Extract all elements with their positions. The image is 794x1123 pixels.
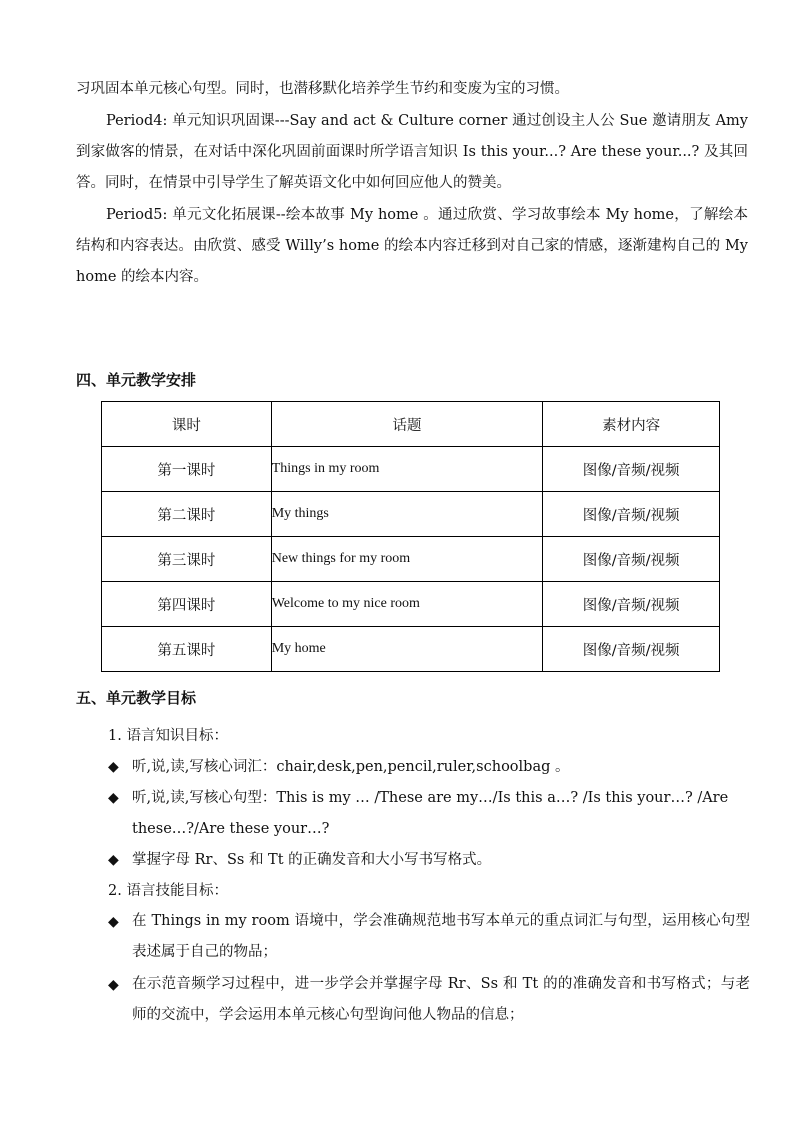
diamond-bullet-icon: ◆ xyxy=(108,852,119,868)
table-row xyxy=(102,627,720,672)
diamond-bullet-icon: ◆ xyxy=(108,759,119,775)
bullet-writing: 在 Things in my room 语境中，学会准确规范地书写本单元的重点词汇与句型，运用核心句型表述属于自己的物品； xyxy=(132,913,750,960)
header-topic: 话题 xyxy=(271,402,543,447)
subheading-knowledge: 1. 语言知识目标： xyxy=(108,728,228,744)
bullet-letters: 掌握字母 Rr、Ss 和 Tt 的正确发音和大小写书写格式。 xyxy=(132,852,492,868)
subheading-skills: 2. 语言技能目标： xyxy=(108,883,228,899)
section5-heading: 五、单元教学目标 xyxy=(76,689,197,707)
schedule-table xyxy=(101,401,720,672)
material-cell: 图像/音频/视频 xyxy=(543,492,720,537)
bullet-vocabulary: 听,说,读,写核心词汇：chair,desk,pen,pencil,ruler,schoolbag 。 xyxy=(132,759,570,775)
lesson-cell: 第四课时 xyxy=(102,582,272,627)
table-row xyxy=(102,582,720,627)
topic-cell: New things for my room xyxy=(271,537,543,582)
table-row xyxy=(102,537,720,582)
material-cell: 图像/音频/视频 xyxy=(543,582,720,627)
lesson-cell: 第三课时 xyxy=(102,537,272,582)
bullet-listening: 在示范音频学习过程中，进一步学会并掌握字母 Rr、Ss 和 Tt 的的准确发音和书写格式；与老师的交流中，学会运用本单元核心句型询问他人物品的信息； xyxy=(132,976,750,1023)
bullet-sentences: 听,说,读,写核心句型：This is my … /These are my…/Is this a…? /Is this your…? /Are xyxy=(132,790,729,806)
header-material: 素材内容 xyxy=(543,402,720,447)
period5-paragraph: Period5: 单元文化拓展课--绘本故事 My home 。通过欣赏、学习故事绘本 My home，了解绘本结构和内容表达。由欣赏、感受 Willy’s home 的绘本内容迁移到对自己家的情感，逐渐建构自己的 My home 的绘本内容。 xyxy=(76,207,748,285)
material-cell: 图像/音频/视频 xyxy=(543,537,720,582)
lesson-cell: 第五课时 xyxy=(102,627,272,672)
material-cell: 图像/音频/视频 xyxy=(543,447,720,492)
bullet-sentences-cont: these…?/Are these your…? xyxy=(132,821,330,837)
header-lesson: 课时 xyxy=(102,402,272,447)
diamond-bullet-icon: ◆ xyxy=(108,914,119,930)
diamond-bullet-icon: ◆ xyxy=(108,790,119,806)
topic-cell: Things in my room xyxy=(271,447,543,492)
lesson-cell: 第一课时 xyxy=(102,447,272,492)
table-row xyxy=(102,492,720,537)
table-header-row xyxy=(102,402,720,447)
topic-cell: Welcome to my nice room xyxy=(271,582,543,627)
table-row xyxy=(102,447,720,492)
topic-cell: My things xyxy=(271,492,543,537)
material-cell: 图像/音频/视频 xyxy=(543,627,720,672)
topic-cell: My home xyxy=(271,627,543,672)
lesson-cell: 第二课时 xyxy=(102,492,272,537)
section4-heading: 四、单元教学安排 xyxy=(76,371,197,389)
diamond-bullet-icon: ◆ xyxy=(108,977,119,993)
period4-paragraph: Period4: 单元知识巩固课---Say and act & Culture corner 通过创设主人公 Sue 邀请朋友 Amy 到家做客的情景，在对话中深化巩固前面课时所学语言知识 Is this your...? Are these your...? 及其回答。同时，在情景中引导学生了解英语文化中如何回应他人的赞美。 xyxy=(76,113,748,191)
intro-line: 习巩固本单元核心句型。同时，也潜移默化培养学生节约和变废为宝的习惯。 xyxy=(76,81,569,97)
